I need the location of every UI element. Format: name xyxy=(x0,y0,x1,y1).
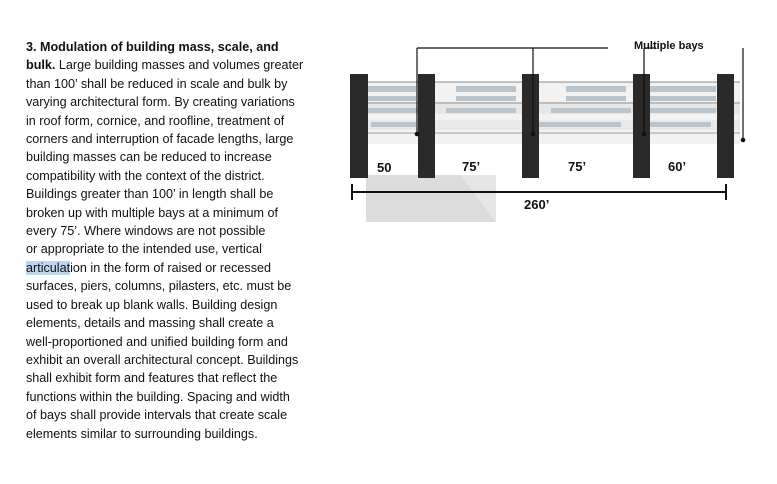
text-line: broken up with multiple bays at a minimum of xyxy=(26,205,278,220)
pier xyxy=(522,74,539,178)
callout-dot xyxy=(415,132,420,137)
callout-dot xyxy=(741,138,746,143)
text-selection[interactable]: articulat xyxy=(26,260,71,275)
text-line: than 100’ shall be reduced in scale and bulk by xyxy=(26,76,288,91)
text-line xyxy=(26,38,332,56)
bay-label: 50 xyxy=(377,160,392,175)
section-heading-cont: bulk. xyxy=(26,58,56,73)
bay-label: 75’ xyxy=(462,159,481,174)
text-line: elements similar to surrounding buildings. xyxy=(26,426,258,441)
text-line: or appropriate to the intended use, vertical xyxy=(26,242,262,257)
callout-label: Multiple bays xyxy=(634,40,704,52)
text-line: corners and interruption of facade lengths, large xyxy=(26,132,294,147)
text-line: functions within the building. Spacing and width xyxy=(26,389,290,404)
pier xyxy=(350,74,368,178)
text-line: surfaces, piers, columns, pilasters, etc. must be xyxy=(26,279,292,294)
text-line: Buildings greater than 100’ in length shall be xyxy=(26,187,274,202)
bay-label: 60’ xyxy=(668,159,687,174)
text-line: in roof form, cornice, and roofline, treatment of xyxy=(26,113,285,128)
text-line: shall exhibit form and features that reflect the xyxy=(26,371,278,386)
text-line: articulation in the form of raised or recessed xyxy=(26,260,272,275)
pier xyxy=(633,74,650,178)
total-length-label: 260’ xyxy=(524,197,550,212)
callout-dot xyxy=(642,132,647,137)
bay-diagram-svg xyxy=(346,30,766,230)
callout-dot xyxy=(531,132,536,137)
section-heading: 3. Modulation of building mass, scale, and xyxy=(26,40,279,54)
text-line: elements, details and massing shall create a xyxy=(26,316,274,331)
bay-label: 75’ xyxy=(568,159,587,174)
text-line: every 75’. Where windows are not possible xyxy=(26,224,266,239)
pier xyxy=(418,74,435,178)
text-line: of bays shall provide intervals that create scale xyxy=(26,408,288,423)
text-line: varying architectural form. By creating variations xyxy=(26,95,295,110)
text-line: exhibit an overall architectural concept. Buildings xyxy=(26,352,299,367)
bay-diagram xyxy=(346,30,766,230)
text-line: bulk. Large building masses and volumes greater xyxy=(26,58,304,73)
section-text xyxy=(26,38,332,443)
text-line: well-proportioned and unified building form and xyxy=(26,334,288,349)
text-line: compatibility with the context of the district. xyxy=(26,168,265,183)
text-line: building masses can be reduced to increase xyxy=(26,150,272,165)
text-line: used to break up blank walls. Building design xyxy=(26,297,278,312)
pier xyxy=(717,74,734,178)
